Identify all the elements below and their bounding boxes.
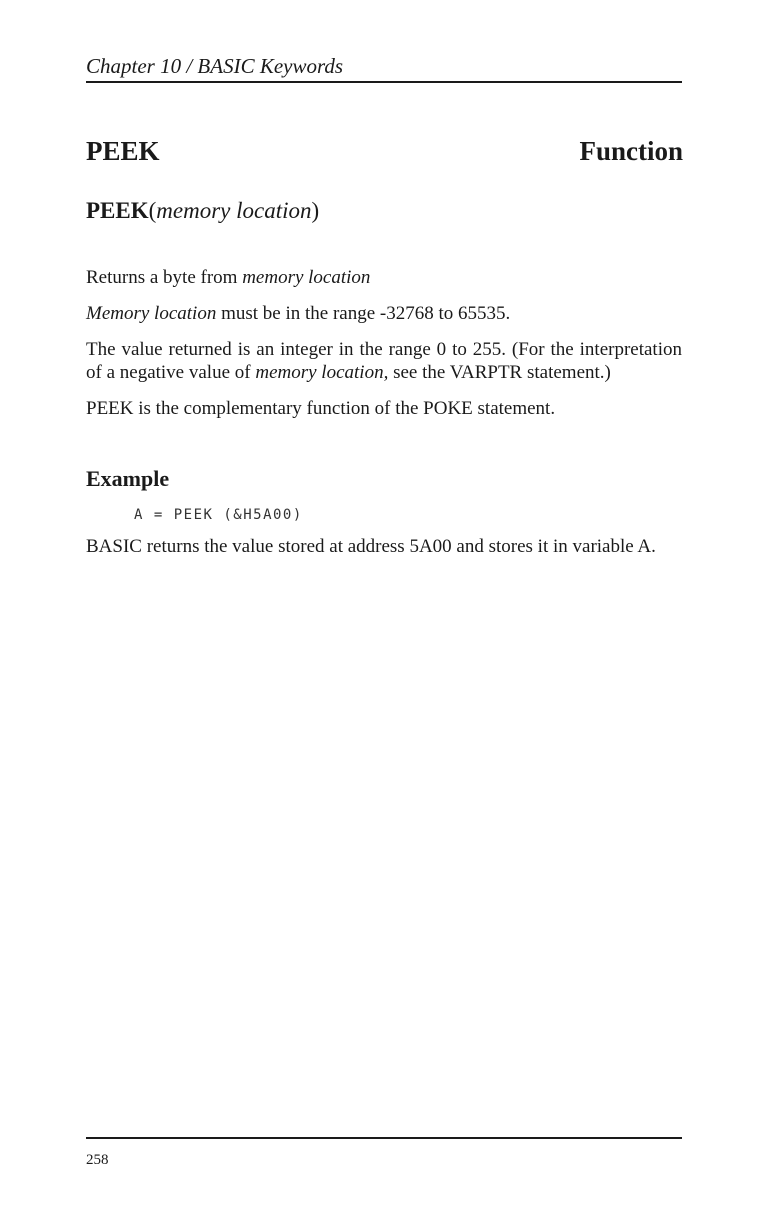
syntax-keyword: PEEK [86,198,149,223]
footer-rule [86,1137,682,1139]
entry-title-row [86,136,683,167]
paragraph-value-text-b: see the VARPTR statement.) [388,362,611,383]
page-number: 258 [86,1152,109,1168]
paragraph-returns-arg: memory location [242,267,371,288]
paragraph-range [86,302,682,325]
paragraph-range-arg: Memory location [86,303,217,324]
paragraph-complement: PEEK is the complementary function of the POKE statement. [86,398,556,419]
keyword-type: Function [579,136,683,166]
paragraph-value-arg: memory location, [255,362,389,383]
running-head: Chapter 10 / BASIC Keywords [86,54,344,78]
paragraph-returns-text: Returns a byte from [86,267,243,288]
syntax-open-paren: ( [148,198,157,223]
syntax-argument: memory location [156,198,312,223]
paragraph-value [86,338,682,384]
example-heading: Example [86,466,170,491]
paragraph-returns [86,266,682,289]
example-description: BASIC returns the value stored at address 5A00 and stores it in variable A. [86,536,656,557]
header-rule [86,81,682,83]
paragraph-value-text-a: The value returned is an integer in the range 0 to 255. (For the interpretation of a negative value of [86,339,682,383]
keyword-title: PEEK [86,136,160,166]
syntax-close-paren: ) [311,198,320,223]
example-code: A = PEEK (&H5A00) [134,507,303,523]
description-body [86,266,682,433]
syntax-line [86,198,319,224]
paragraph-range-text: must be in the range -32768 to 65535. [216,303,511,324]
